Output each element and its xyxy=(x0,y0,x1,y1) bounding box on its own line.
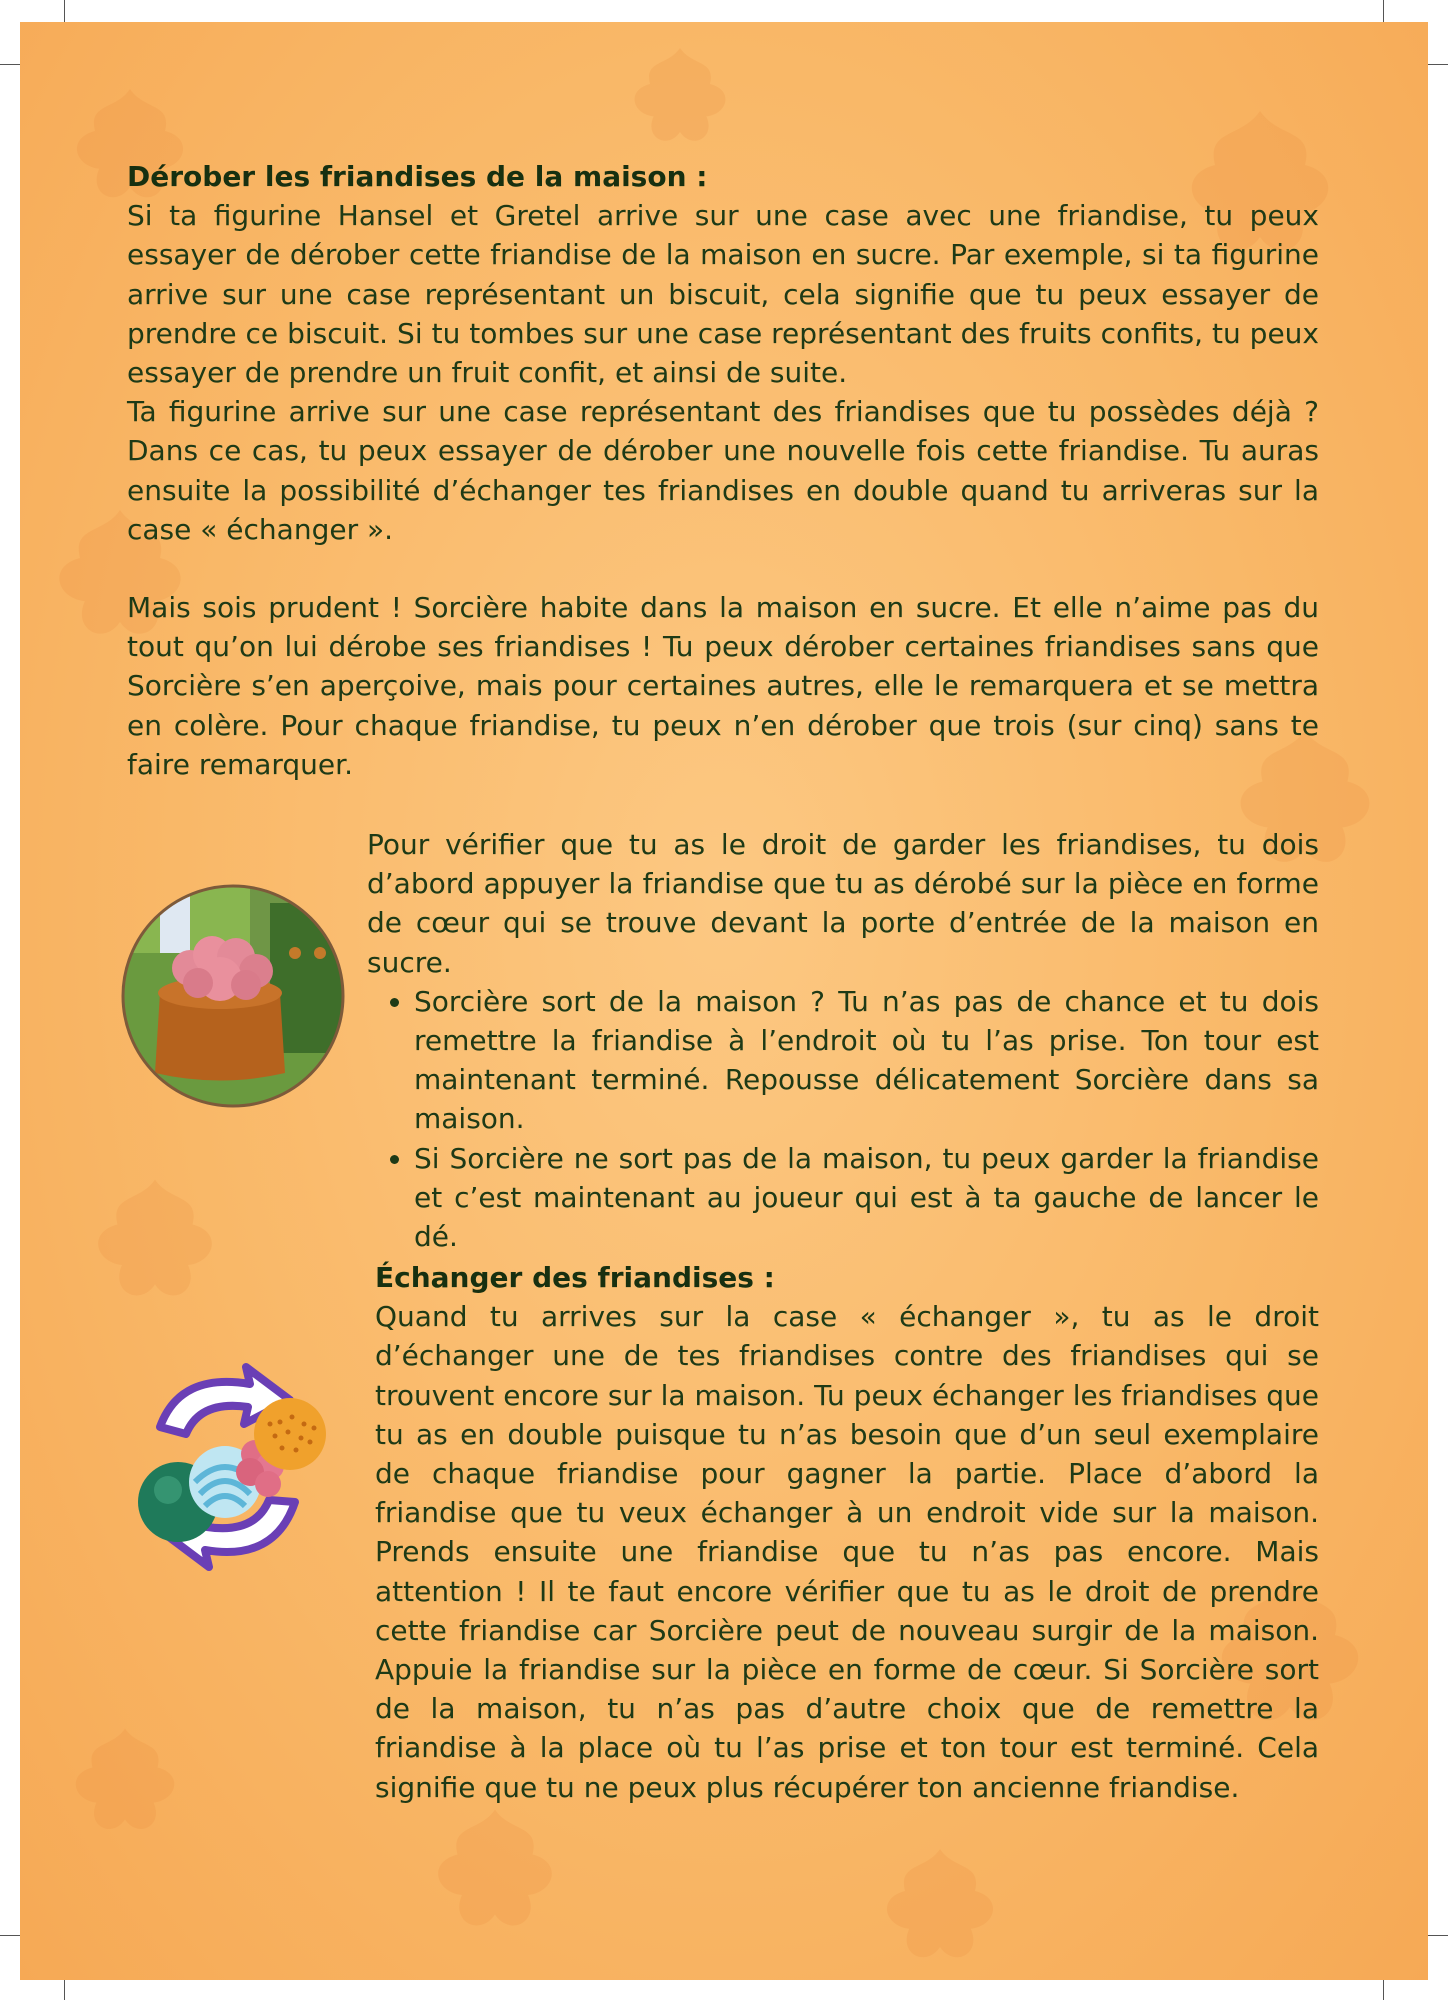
list-item: • Sorcière sort de la maison ? Tu n’as pas de chance et tu dois remettre la friandise à l’endroit où tu l’as prise. Ton tour est maintenant terminé. Repousse délicatement Sorcière dans sa maison. xyxy=(414,982,1319,1139)
paragraph: Quand tu arrives sur la case « échanger », tu as le droit d’échanger une de tes friandises contre des friandises qui se trouvent encore sur la maison. Tu peux échanger les friandises que tu as en double puisque tu n’as besoin que d’un seul exemplaire de chaque friandise pour gagner la partie. Place d’abord la friandise que tu veux échanger à un endroit vide sur la maison. Prends ensuite une friandise que tu n’as pas encore. Mais attention ! Il te faut encore vérifier que tu as le droit de prendre cette friandise car Sorcière peut de nouveau surgir de la maison. Appuie la friandise sur la pièce en forme de cœur. Si Sorcière sort de la maison, tu n’as pas d’autre choix que de remettre la friandise à la place où tu l’as prise et ton tour est terminé. Cela signifie que tu ne peux plus récupérer ton ancienne friandise. xyxy=(375,1300,1319,1804)
bullet-list xyxy=(367,982,1319,1256)
section-verify-candy xyxy=(367,825,1319,1256)
oak-leaf-icon xyxy=(620,42,740,162)
section-exchange-candies xyxy=(375,1258,1319,1807)
paragraph: Si ta figurine Hansel et Gretel arrive sur une case avec une friandise, tu peux essayer de dérober cette friandise de la maison en sucre. Par exemple, si ta figurine arrive sur une case représentant un biscuit, cela signifie que tu peux essayer de prendre ce biscuit. Si tu tombes sur une case représentant des fruits confits, tu peux essayer de prendre un fruit confit, et ainsi de suite. xyxy=(127,199,1319,390)
oak-leaf-icon xyxy=(420,1802,570,1952)
oak-leaf-icon xyxy=(60,1722,190,1852)
list-item: • Si Sorcière ne sort pas de la maison, tu peux garder la friandise et c’est maintenant au joueur qui est à ta gauche de lancer le dé. xyxy=(414,1139,1319,1257)
exchange-arrows-icon xyxy=(120,1362,335,1572)
section-heading: Échanger des friandises : xyxy=(375,1261,775,1294)
section-heading: Dérober les friandises de la maison : xyxy=(127,160,708,193)
paragraph: Ta figurine arrive sur une case représentant des friandises que tu possèdes déjà ? Dans ce cas, tu peux essayer de dérober une nouvelle fois cette friandise. Tu auras ensuite la possibilité d’échanger tes friandises en double quand tu arriveras sur la case « échanger ». xyxy=(127,395,1319,546)
paragraph: Mais sois prudent ! Sorcière habite dans la maison en sucre. Et elle n’aime pas du tout qu’on lui dérobe ses friandises ! Tu peux dérober certaines friandises sans que Sorcière s’en aperçoive, mais pour certaines autres, elle le remarquera et se mettra en colère. Pour chaque friandise, tu peux n’en dérober que trois (sur cinq) sans te faire remarquer. xyxy=(127,591,1319,781)
paragraph: Pour vérifier que tu as le droit de garder les friandises, tu dois d’abord appuyer la friandise que tu as dérobé sur la pièce en forme de cœur qui se trouve devant la porte d’entrée de la maison en sucre. xyxy=(367,828,1319,979)
oak-leaf-icon xyxy=(870,1842,1010,1980)
section-steal-candies xyxy=(127,157,1319,784)
oak-leaf-icon xyxy=(80,1172,230,1322)
candy-on-heart-piece-photo xyxy=(120,883,346,1109)
